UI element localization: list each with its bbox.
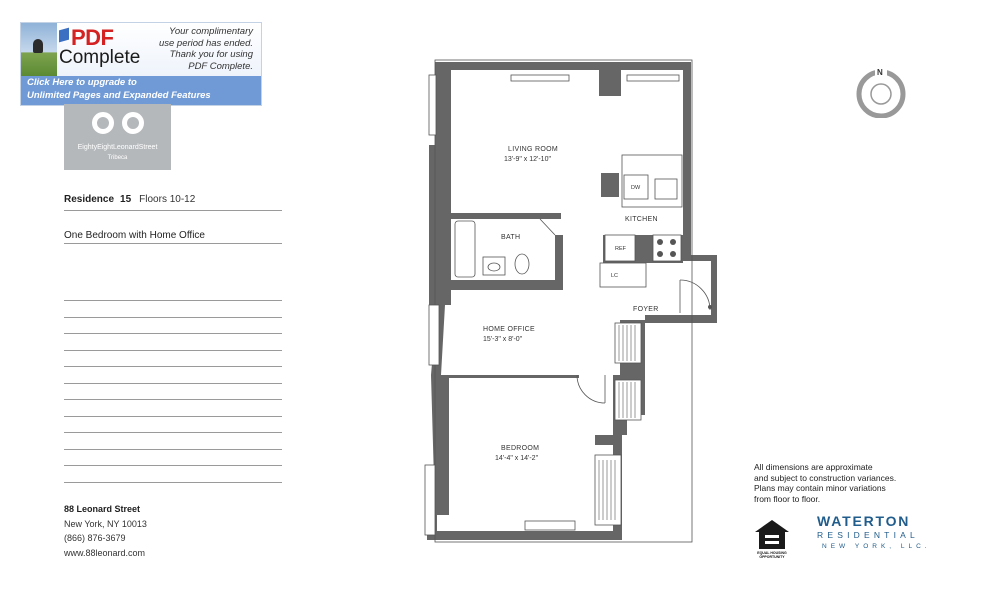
dims-bedroom: 14'-4" x 14'-2" xyxy=(495,455,539,462)
note-line xyxy=(64,465,282,466)
window-living-right xyxy=(627,75,679,81)
upgrade-line: Unlimited Pages and Expanded Features xyxy=(27,89,211,101)
developer-name: WATERTON xyxy=(817,513,911,529)
residence-number: 15 xyxy=(120,194,132,205)
entry-door-swing xyxy=(680,280,710,310)
building-logo xyxy=(64,104,171,170)
note-line xyxy=(64,383,282,384)
window-left-top xyxy=(429,75,436,135)
compass-north-label: N xyxy=(877,68,883,77)
bath-fixtures xyxy=(455,221,529,277)
building-neighborhood: Tribeca xyxy=(107,155,128,161)
disclaimer-line: and subject to construction variances. xyxy=(754,472,897,483)
note-line xyxy=(64,333,282,334)
developer-city: NEW YORK, LLC. xyxy=(822,543,931,550)
disclaimer-line: Plans may contain minor variations xyxy=(754,483,886,493)
exterior-walls xyxy=(427,62,717,540)
wall-foyer-right xyxy=(711,255,717,323)
label-living-room: LIVING ROOM xyxy=(508,146,558,153)
cooktop xyxy=(653,235,681,261)
note-line xyxy=(64,449,282,450)
note-line xyxy=(64,482,282,483)
note-line xyxy=(64,399,282,400)
wall-right-upper xyxy=(683,62,691,255)
notice-line: use period has ended. xyxy=(158,37,253,49)
address-city: New York, NY 10013 xyxy=(64,518,147,529)
label-kitchen: KITCHEN xyxy=(625,216,658,223)
note-line xyxy=(64,317,282,318)
building-name: EightyEightLeonardStreet xyxy=(77,144,158,151)
upgrade-link[interactable] xyxy=(21,76,261,105)
disclaimer-line: All dimensions are approximate xyxy=(754,462,873,472)
banner-top xyxy=(21,23,261,76)
label-bedroom: BEDROOM xyxy=(501,445,540,452)
note-line xyxy=(64,366,282,367)
brand-pdf: PDF xyxy=(71,25,114,50)
notice-line: Your complimentary xyxy=(169,26,253,37)
window-left-office xyxy=(429,305,439,365)
compass-drawing xyxy=(856,66,908,118)
figure-silhouette-icon xyxy=(33,39,43,53)
divider xyxy=(64,243,282,244)
windows xyxy=(425,75,679,535)
equal-housing-line: EQUAL HOUSING xyxy=(757,551,787,555)
burner-icon xyxy=(657,239,663,245)
column-top xyxy=(599,70,621,96)
divider xyxy=(64,210,282,211)
wall-top xyxy=(435,62,690,70)
upgrade-line: Click Here to upgrade to xyxy=(27,77,137,88)
brand-complete: Complete xyxy=(59,47,141,68)
burner-icon xyxy=(670,251,676,257)
eight-ring-icon xyxy=(122,112,144,134)
compass-inner-ring xyxy=(871,84,891,104)
wall-bath-right xyxy=(555,235,563,285)
note-line xyxy=(64,300,282,301)
wall-foyer-bottom xyxy=(645,315,717,323)
address-street: 88 Leonard Street xyxy=(64,504,141,514)
dims-home-office: 15'-3" x 8'-0" xyxy=(483,336,523,343)
notice-line: PDF Complete. xyxy=(188,60,253,72)
eight-ring-icon xyxy=(92,112,114,134)
address-website[interactable]: www.88leonard.com xyxy=(64,547,146,558)
linen-closet xyxy=(600,263,646,287)
label-foyer: FOYER xyxy=(633,306,659,313)
note-line xyxy=(64,416,282,417)
entry-marker-icon xyxy=(708,305,712,309)
outer-outline xyxy=(435,60,692,542)
floor-plan xyxy=(415,55,725,555)
dims-living-room: 13'-9" x 12'-10" xyxy=(504,156,551,163)
bath-door xyxy=(540,219,555,235)
window-left-bedroom xyxy=(425,465,435,535)
pdf-complete-logo-icon xyxy=(21,23,57,76)
closets xyxy=(595,263,646,525)
label-bath: BATH xyxy=(501,234,521,241)
residence-floors: Floors 10-12 xyxy=(139,194,196,205)
pdf-stack-icon xyxy=(59,28,69,43)
equal-housing-text xyxy=(752,551,792,559)
window-bedroom xyxy=(525,521,575,530)
north-compass-icon xyxy=(856,66,908,118)
equal-housing-line: OPPORTUNITY xyxy=(759,555,785,559)
column-kitchen xyxy=(601,173,619,197)
eighty-eight-logo-icon xyxy=(89,106,147,140)
toilet-icon xyxy=(515,254,529,274)
compass-ring xyxy=(859,72,903,116)
burner-icon xyxy=(670,239,676,245)
kitchen-sink xyxy=(655,179,677,199)
label-dishwasher: DW xyxy=(631,185,641,191)
label-home-office: HOME OFFICE xyxy=(483,326,535,333)
unit-type: One Bedroom with Home Office xyxy=(64,230,205,241)
bathtub xyxy=(455,221,475,277)
pdf-complete-upgrade-banner[interactable] xyxy=(20,22,262,106)
address-block xyxy=(64,502,147,560)
burner-icon xyxy=(657,251,663,257)
wall-bottom xyxy=(429,531,622,540)
developer-sub: RESIDENTIAL xyxy=(817,530,919,540)
equal-housing-house-icon xyxy=(752,518,792,552)
wall-office-bedroom xyxy=(449,375,579,378)
residence-label: Residence xyxy=(64,194,115,205)
wall-bath-bottom xyxy=(451,280,563,290)
trial-notice xyxy=(135,26,253,72)
floor-plan-drawing xyxy=(415,55,725,555)
wall-bath-top xyxy=(451,213,561,219)
sink-icon xyxy=(488,263,500,271)
bedroom-door-swing xyxy=(577,375,605,403)
window-living xyxy=(511,75,569,81)
address-phone: (866) 876-3679 xyxy=(64,533,126,543)
disclaimer xyxy=(754,462,944,504)
residence-heading xyxy=(64,194,195,205)
disclaimer-line: from floor to floor. xyxy=(754,493,821,504)
note-line xyxy=(64,350,282,351)
label-refrigerator: REF xyxy=(615,246,626,252)
note-line xyxy=(64,432,282,433)
notice-line: Thank you for using xyxy=(169,49,253,60)
label-laundry-closet: LC xyxy=(611,273,619,279)
